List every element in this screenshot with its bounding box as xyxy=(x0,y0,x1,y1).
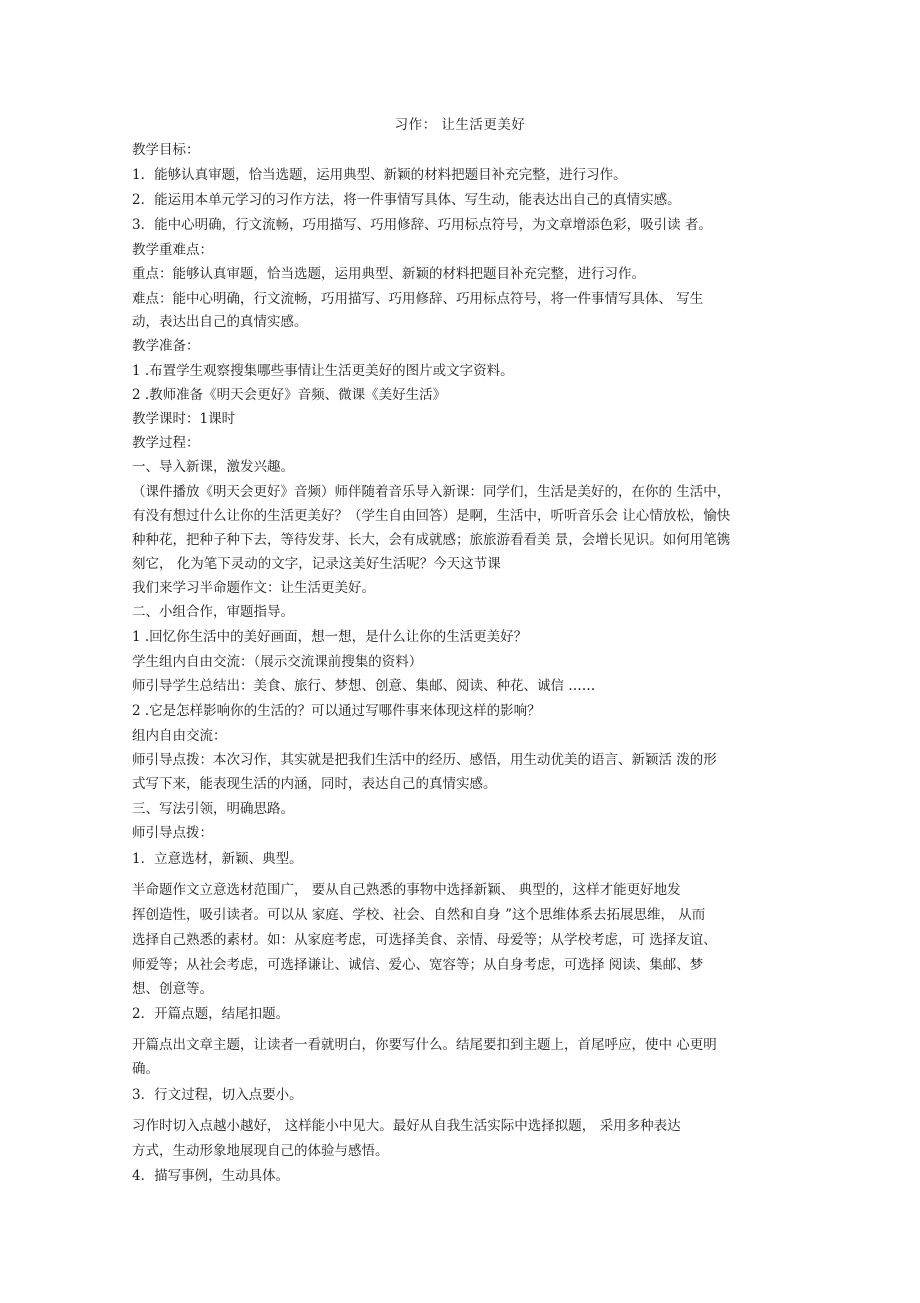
text-line: 2．开篇点题，结尾扣题。 xyxy=(132,1006,290,1022)
text-line: 二、小组合作，审题指导。 xyxy=(132,604,294,620)
text-line: 1 .回忆你生活中的美好画面，想一想，是什么让你的生活更美好？ xyxy=(132,629,528,645)
text-line: 难点：能中心明确，行文流畅，巧用描写、巧用修辞、巧用标点符号，将一件事情写具体、 写生 xyxy=(132,291,704,307)
text-line: 2．能运用本单元学习的习作方法，将一件事情写具体、写生动，能表达出自己的真情实感。 xyxy=(132,192,681,208)
text-line: 半命题作文立意选材范围广， 要从自己熟悉的事物中选择新颖、 典型的，这样才能更好地发 xyxy=(132,882,681,898)
text-line: 教学课时：1课时 xyxy=(132,411,236,427)
text-line: 学生组内自由交流：（展示交流课前搜集的资料） xyxy=(132,654,423,670)
text-line: 师爱等；从社会考虑，可选择谦让、诚信、爱心、宽容等；从自身考虑，可选择 阅读、集邮、梦 xyxy=(132,957,704,973)
text-line: 组内自由交流： xyxy=(132,728,227,744)
text-line: 我们来学习半命题作文：让生活更美好。 xyxy=(132,580,375,596)
text-line: 2 .教师准备《明天会更好》音频、微课《美好生活》 xyxy=(132,387,447,403)
text-line: 三、写法引领，明确思路。 xyxy=(132,801,294,817)
text-line: 想、创意等。 xyxy=(132,981,213,997)
text-line: 重点：能够认真审题，恰当选题，运用典型、新颖的材料把题目补充完整，进行习作。 xyxy=(132,266,645,282)
text-line: 式写下来，能表现生活的内涵，同时，表达自己的真情实感。 xyxy=(132,776,497,792)
text-line: 选择自己熟悉的素材。如：从家庭考虑，可选择美食、亲情、母爱等；从学校考虑，可 选择友谊、 xyxy=(132,932,717,948)
text-line: 刻它， 化为笔下灵动的文字，记录这美好生活呢？今天这节课 xyxy=(132,556,501,572)
text-line: （课件播放《明天会更好》音频）师伴随着音乐导入新课：同学们，生活是美好的，在你的 生活中， xyxy=(132,484,731,500)
text-line: 2 .它是怎样影响你的生活的？可以通过写哪件事来体现这样的影响？ xyxy=(132,703,541,719)
text-line: 3．行文过程，切入点要小。 xyxy=(132,1087,303,1103)
text-line: 教学过程： xyxy=(132,435,200,451)
text-line: 习作时切入点越小越好， 这样能小中见大。最好从自我生活实际中选择拟题， 采用多种表达 xyxy=(132,1118,681,1134)
text-line: 一、导入新课，激发兴趣。 xyxy=(132,459,294,475)
text-line: 挥创造性，吸引读者。可以从 家庭、学校、社会、自然和自身 ”这个思维体系去拓展思维， 从而 xyxy=(132,907,706,923)
text-line: 种种花，把种子种下去，等待发芽、长大，会有成就感；旅旅游看看美 景，会增长见识。如何用笔镌 xyxy=(132,532,731,548)
text-line: 1．立意选材，新颖、典型。 xyxy=(132,851,303,867)
text-line: 教学目标： xyxy=(132,142,200,158)
text-line: 师引导点拨： xyxy=(132,825,213,841)
text-line: 4．描写事例，生动具体。 xyxy=(132,1168,290,1184)
text-line: 1 .布置学生观察搜集哪些事情让生活更美好的图片或文字资料。 xyxy=(132,363,514,379)
text-line: 有没有想过什么让你的生活更美好？（学生自由回答）是啊，生活中，听听音乐会 让心情放松，愉快 xyxy=(132,508,731,524)
text-line: 教学重难点： xyxy=(132,242,213,258)
text-line: 开篇点出文章主题，让读者一看就明白，你要写什么。结尾要扣到主题上，首尾呼应，使中 心更明 xyxy=(132,1037,717,1053)
text-line: 3．能中心明确，行文流畅，巧用描写、巧用修辞、巧用标点符号，为文章增添色彩，吸引读 者。 xyxy=(132,217,712,233)
text-line: 方式，生动形象地展现自己的体验与感悟。 xyxy=(132,1143,389,1159)
text-line: 师引导点拨：本次习作，其实就是把我们生活中的经历、感悟，用生动优美的语言、新颖活 泼的形 xyxy=(132,752,717,768)
text-line: 确。 xyxy=(132,1061,159,1077)
text-line: 动，表达出自己的真情实感。 xyxy=(132,314,308,330)
text-line: 1．能够认真审题，恰当选题，运用典型、新颖的材料把题目补充完整，进行习作。 xyxy=(132,167,627,183)
document-title: 习作： 让生活更美好 xyxy=(394,117,526,133)
text-line: 师引导学生总结出：美食、旅行、梦想、创意、集邮、阅读、种花、诚信 …… xyxy=(132,678,596,694)
text-line: 教学准备： xyxy=(132,338,200,354)
